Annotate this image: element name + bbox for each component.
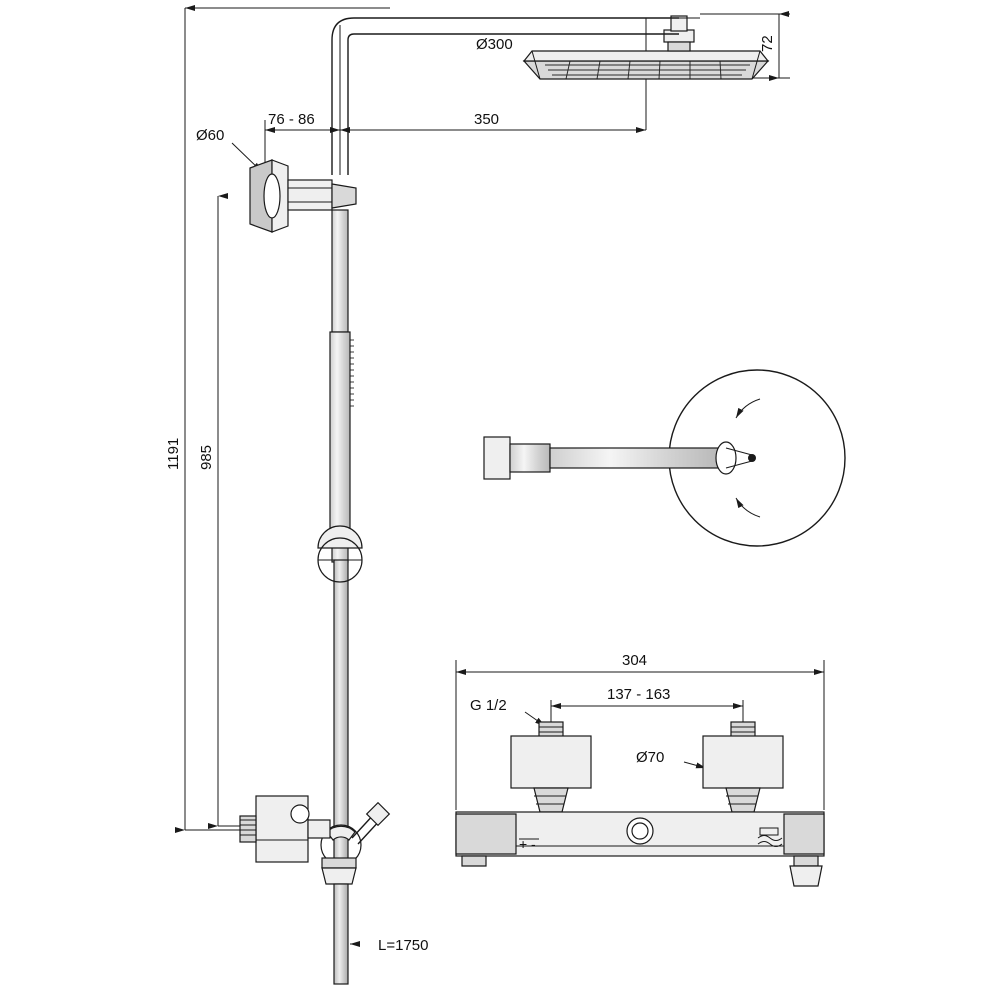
dim-inlet-centres [551,686,743,728]
mixer-bar [456,812,824,886]
dim-head-height-label: 72 [759,35,776,52]
dim-hose-length-label: L=1750 [378,937,429,954]
dim-inlet-centres-label: 137 - 163 [607,686,671,703]
dim-total-height [165,8,185,830]
temp-plus-label: + [519,836,528,852]
inlet-assembly-right [703,722,783,812]
dim-wall-offset [265,111,340,130]
label-inlet-cover-diameter-text: Ø70 [636,749,665,766]
dim-arm-projection-label: 350 [474,111,500,128]
dim-wall-bracket-diameter-label: Ø60 [196,127,225,144]
temp-minus-label: - [531,836,536,852]
dim-head-diameter-label: Ø300 [476,36,513,53]
label-inlet-cover-diameter [636,749,706,768]
dim-wall-offset-label: 76 - 86 [268,111,315,128]
label-inlet-thread [470,697,545,726]
dim-rail-height [198,196,218,826]
thermostatic-mixer-detail-view [456,652,824,886]
dim-arm-projection [340,111,646,130]
witness-lines [185,8,646,830]
dim-total-height-label: 1191 [165,437,182,470]
flexible-hose [334,884,428,984]
dim-wall-bracket-diameter [196,127,262,172]
rail-knurl-texture [350,340,354,406]
inlet-assembly-left [511,722,591,812]
dim-rail-height-label: 985 [198,444,215,470]
label-inlet-thread-text: G 1/2 [470,697,507,714]
dim-mixer-width-label: 304 [622,652,648,669]
swivel-detail-view [484,370,845,546]
hand-shower-holder [321,803,389,865]
